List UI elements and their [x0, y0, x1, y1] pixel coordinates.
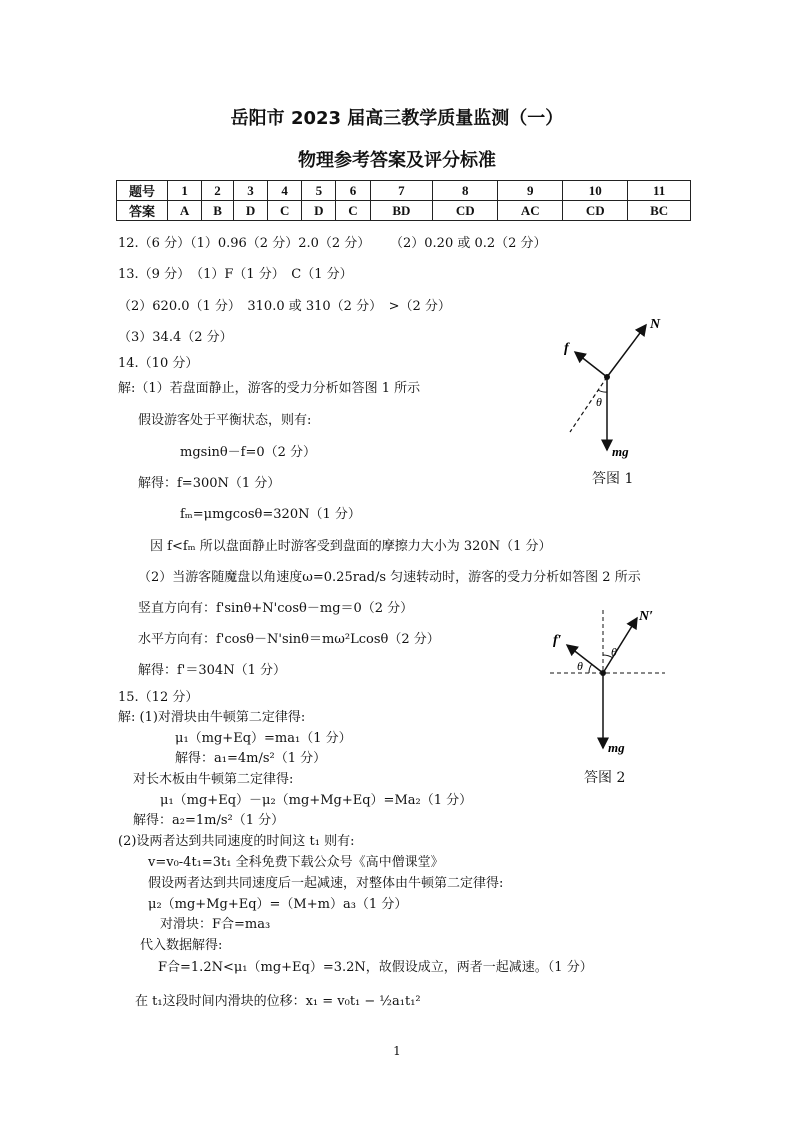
table-header-cell: 题号 — [117, 181, 168, 201]
q15l-line: 代入数据解得: — [140, 938, 223, 953]
table-cell: 8 — [433, 181, 498, 201]
q15i-line: 假设两者达到共同速度后一起减速，对整体由牛顿第二定律得: — [148, 876, 504, 891]
table-cell: C — [336, 201, 370, 221]
normal-force-arrow — [603, 618, 637, 673]
q12-line: 12.（6 分）（1）0.96（2 分）2.0（2 分） — [118, 236, 371, 251]
q15m-line: F合=1.2N<μ₁（mg+Eq）=3.2N，故假设成立，两者一起减速。（1 分） — [158, 960, 593, 975]
q15k-line: 对滑块：F合=ma₃ — [160, 917, 271, 932]
q12b-line: （2）0.20 或 0.2（2 分） — [390, 236, 547, 251]
q14b-line: 假设游客处于平衡状态，则有: — [138, 413, 312, 428]
answer-table — [116, 180, 691, 221]
q15d-line: 对长木板由牛顿第二定律得: — [133, 772, 294, 787]
label-theta-top: θ — [611, 645, 617, 659]
table-cell: BD — [370, 201, 433, 221]
theta-arc-left — [589, 664, 592, 673]
table-cell: 1 — [168, 181, 202, 201]
label-f-prime: f′ — [553, 633, 562, 648]
table-cell: C — [268, 201, 302, 221]
q15j-line: μ₂（mg+Mg+Eq）=（M+m）a₃（1 分） — [148, 897, 408, 912]
q15e-line: μ₁（mg+Eq）－μ₂（mg+Mg+Eq）=Ma₂（1 分） — [160, 793, 473, 808]
q14h-line: 竖直方向有：f'sinθ+N'cosθ－mg＝0（2 分） — [138, 601, 414, 616]
q15b-line: μ₁（mg+Eq）=ma₁（1 分） — [175, 731, 352, 746]
table-cell: D — [233, 201, 267, 221]
label-theta: θ — [596, 395, 602, 409]
q14a-line: 解:（1）若盘面静止，游客的受力分析如答图 1 所示 — [118, 381, 421, 396]
figure2-diagram — [545, 600, 675, 760]
table-cell: 11 — [628, 181, 691, 201]
q15f-line: 解得：a₂=1m/s²（1 分） — [133, 813, 285, 828]
table-cell: 6 — [336, 181, 370, 201]
q13c-line: （3）34.4（2 分） — [118, 330, 233, 345]
table-row — [117, 201, 691, 221]
q14j-line: 解得：f'＝304N（1 分） — [138, 663, 286, 678]
table-cell: 2 — [202, 181, 234, 201]
figure2-caption: 答图 2 — [584, 770, 626, 786]
q14e-line: fₘ=μmgcosθ=320N（1 分） — [180, 507, 361, 522]
table-header-cell: 答案 — [117, 201, 168, 221]
figure1-diagram — [540, 310, 670, 470]
normal-force-arrow — [607, 325, 646, 377]
table-cell: 5 — [302, 181, 336, 201]
q14c-line: mgsinθ－f=0（2 分） — [180, 445, 317, 460]
label-mg: mg — [608, 740, 625, 755]
table-cell: 4 — [268, 181, 302, 201]
label-mg: mg — [612, 444, 629, 459]
table-cell: CD — [563, 201, 628, 221]
table-cell: B — [202, 201, 234, 221]
body-point — [604, 374, 610, 380]
table-cell: 9 — [498, 181, 563, 201]
friction-arrow — [575, 352, 607, 377]
q15-line: 15.（12 分） — [118, 690, 199, 705]
page-title: 岳阳市 2023 届高三教学质量监测（一） — [230, 108, 564, 129]
page-number: 1 — [393, 1044, 401, 1058]
table-cell: AC — [498, 201, 563, 221]
q15g-line: (2)设两者达到共同速度的时间这 t₁ 则有: — [118, 834, 355, 849]
q14d-line: 解得：f=300N（1 分） — [138, 476, 281, 491]
table-cell: BC — [628, 201, 691, 221]
q15n-line: 在 t₁这段时间内滑块的位移：x₁ = v₀t₁ − ½a₁t₁² — [135, 994, 421, 1009]
table-cell: 7 — [370, 181, 433, 201]
q14f-line: 因 f<fₘ 所以盘面静止时游客受到盘面的摩擦力大小为 320N（1 分） — [150, 539, 552, 554]
theta-arc — [598, 390, 607, 392]
q13b-line: （2）620.0（1 分） 310.0 或 310（2 分） >（2 分） — [118, 299, 451, 314]
table-cell: 10 — [563, 181, 628, 201]
q13-line: 13.（9 分） （1）F（1 分） C（1 分） — [118, 267, 353, 282]
q14g-line: （2）当游客随魔盘以角速度ω=0.25rad/s 匀速转动时，游客的受力分析如答图 2 所示 — [138, 570, 641, 585]
table-cell: 3 — [233, 181, 267, 201]
q15c-line: 解得：a₁=4m/s²（1 分） — [175, 751, 327, 766]
q15h-line: v=v₀-4t₁=3t₁ 全科免费下载公众号《高中僧课堂》 — [148, 855, 444, 870]
q14i-line: 水平方向有：f'cosθ－N'sinθ＝mω²Lcosθ（2 分） — [138, 632, 440, 647]
friction-arrow — [567, 645, 603, 673]
label-theta-left: θ — [577, 659, 583, 673]
body-point — [600, 670, 606, 676]
label-f: f — [564, 341, 569, 356]
label-N: N — [650, 317, 661, 332]
q15a-line: 解: (1)对滑块由牛顿第二定律得: — [118, 710, 306, 725]
table-cell: CD — [433, 201, 498, 221]
table-cell: D — [302, 201, 336, 221]
table-cell: A — [168, 201, 202, 221]
label-N-prime: N′ — [639, 609, 654, 624]
page-subtitle: 物理参考答案及评分标准 — [298, 150, 496, 171]
table-row — [117, 181, 691, 201]
q14-line: 14.（10 分） — [118, 356, 199, 371]
figure1-caption: 答图 1 — [592, 471, 634, 487]
